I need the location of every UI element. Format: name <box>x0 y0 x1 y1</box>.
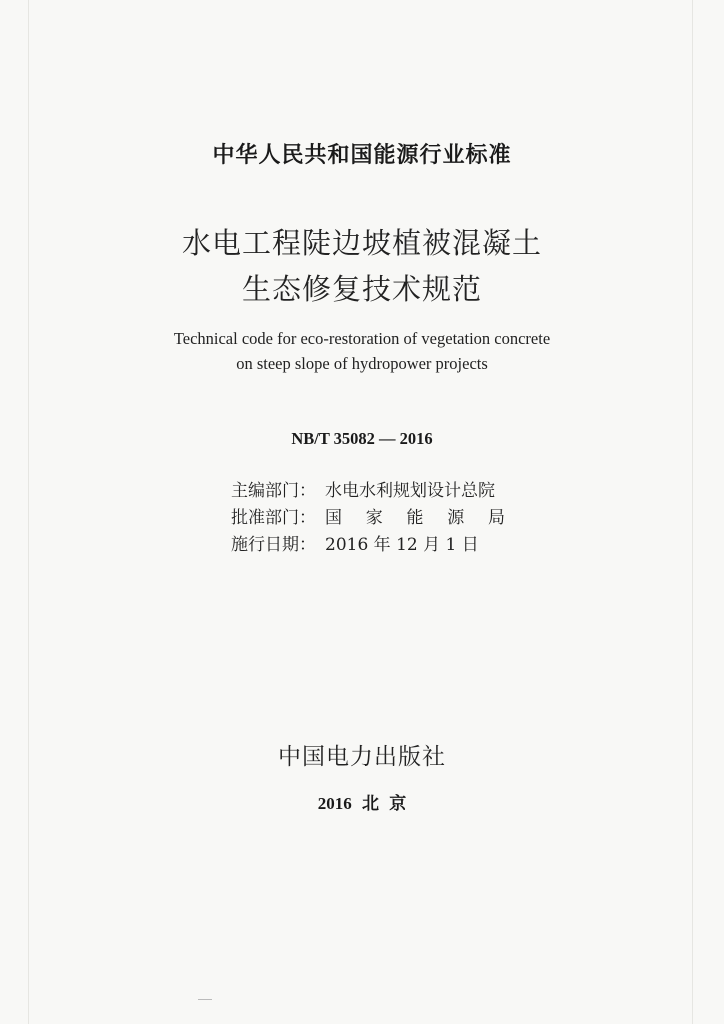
approver-row <box>231 505 505 532</box>
chinese-title-line-1: 水电工程陡边坡植被混凝土 <box>181 226 542 260</box>
english-title-line-2: on steep slope of hydropower projects <box>236 354 488 373</box>
standard-metadata <box>231 478 505 559</box>
chief-editor-label: 主编部门： <box>231 481 316 501</box>
publisher-name: 中国电力出版社 <box>278 744 446 770</box>
effective-date-row <box>231 532 505 559</box>
approver-value <box>325 505 505 532</box>
issuer-heading: 中华人民共和国能源行业标准 <box>212 143 512 168</box>
chief-editor-value: 水电水利规划设计总院 <box>325 481 495 501</box>
scan-artifact <box>198 999 212 1000</box>
effective-date-label: 施行日期： <box>231 535 316 555</box>
approver-label: 批准部门： <box>231 508 316 528</box>
approver-char: 能 <box>406 508 424 528</box>
chief-editor-row <box>231 478 505 505</box>
approver-char: 源 <box>447 508 465 528</box>
publication-year-place: 2016 北 京 <box>317 794 407 813</box>
chinese-title <box>0 220 724 312</box>
english-title-line-1: Technical code for eco-restoration of vegetation concrete <box>173 329 551 348</box>
standard-code: NB/T 35082 — 2016 <box>291 429 433 448</box>
english-title <box>0 326 724 376</box>
approver-char: 国 <box>325 508 342 528</box>
approver-char: 局 <box>488 508 505 528</box>
chinese-title-line-2: 生态修复技术规范 <box>241 272 482 306</box>
effective-date-value: 2016 年 12 月 1 日 <box>325 535 479 555</box>
approver-char: 家 <box>365 508 383 528</box>
